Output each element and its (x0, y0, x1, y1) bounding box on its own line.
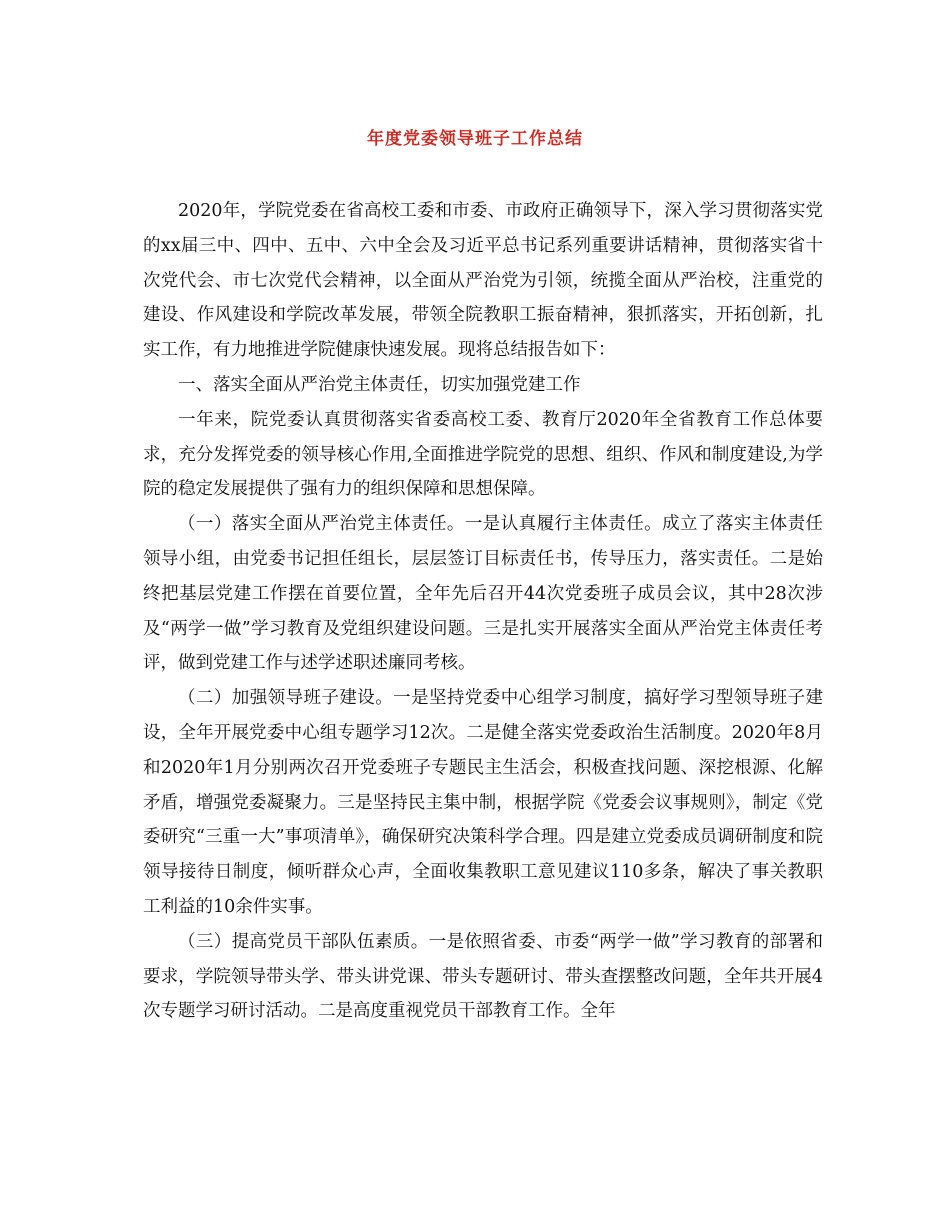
document-body (143, 194, 823, 1029)
paragraph-item-3: （三）提高党员干部队伍素质。一是依照省委、市委“两学一做”学习教育的部署和要求，学院领导带头学、带头讲党课、带头专题研讨、带头查摆整改问题，全年共开展4次专题学习研讨活动。二是高度重视党员干部教育工作。全年 (143, 931, 823, 1022)
document-title: 年度党委领导班子工作总结 (367, 129, 583, 149)
paragraph-item-1: （一）落实全面从严治党主体责任。一是认真履行主体责任。成立了落实主体责任领导小组，由党委书记担任组长，层层签订目标责任书，传导压力，落实责任。二是始终把基层党建工作摆在首要位置，全年先后召开44次党委班子成员会议，其中28次涉及“两学一做”学习教育及党组织建设问题。三是扎实开展落实全面从严治党主体责任考评，做到党建工作与述学述职述廉同考核。 (143, 514, 823, 674)
section-heading-1: 一、落实全面从严治党主体责任，切实加强党建工作 (178, 374, 581, 395)
paragraph-overview: 一年来，院党委认真贯彻落实省委高校工委、教育厅2020年全省教育工作总体要求，充分发挥党委的领导核心作用,全面推进学院党的思想、组织、作风和制度建设,为学院的稳定发展提供了强有力的组织保障和思想保障。 (143, 409, 823, 500)
paragraph-item-2: （二）加强领导班子建设。一是坚持党委中心组学习制度，搞好学习型领导班子建设，全年开展党委中心组专题学习12次。二是健全落实党委政治生活制度。2020年8月和2020年1月分别两次召开党委班子专题民主生活会，积极查找问题、深挖根源、化解矛盾，增强党委凝聚力。三是坚持民主集中制，根据学院《党委会议事规则》，制定《党委研究“三重一大”事项清单》，确保研究决策科学合理。四是建立党委成员调研制度和院领导接待日制度，倾听群众心声，全面收集教职工意见建议110多条，解决了事关教职工利益的10余件实事。 (143, 688, 823, 917)
paragraph-intro: 2020年，学院党委在省高校工委和市委、市政府正确领导下，深入学习贯彻落实党的xx届三中、四中、五中、六中全会及习近平总书记系列重要讲话精神，贯彻落实省十次党代会、市七次党代会精神，以全面从严治党为引领，统揽全面从严治校，注重党的建设、作风建设和学院改革发展，带领全院教职工振奋精神，狠抓落实，开拓创新，扎实工作，有力地推进学院健康快速发展。现将总结报告如下： (143, 201, 823, 361)
